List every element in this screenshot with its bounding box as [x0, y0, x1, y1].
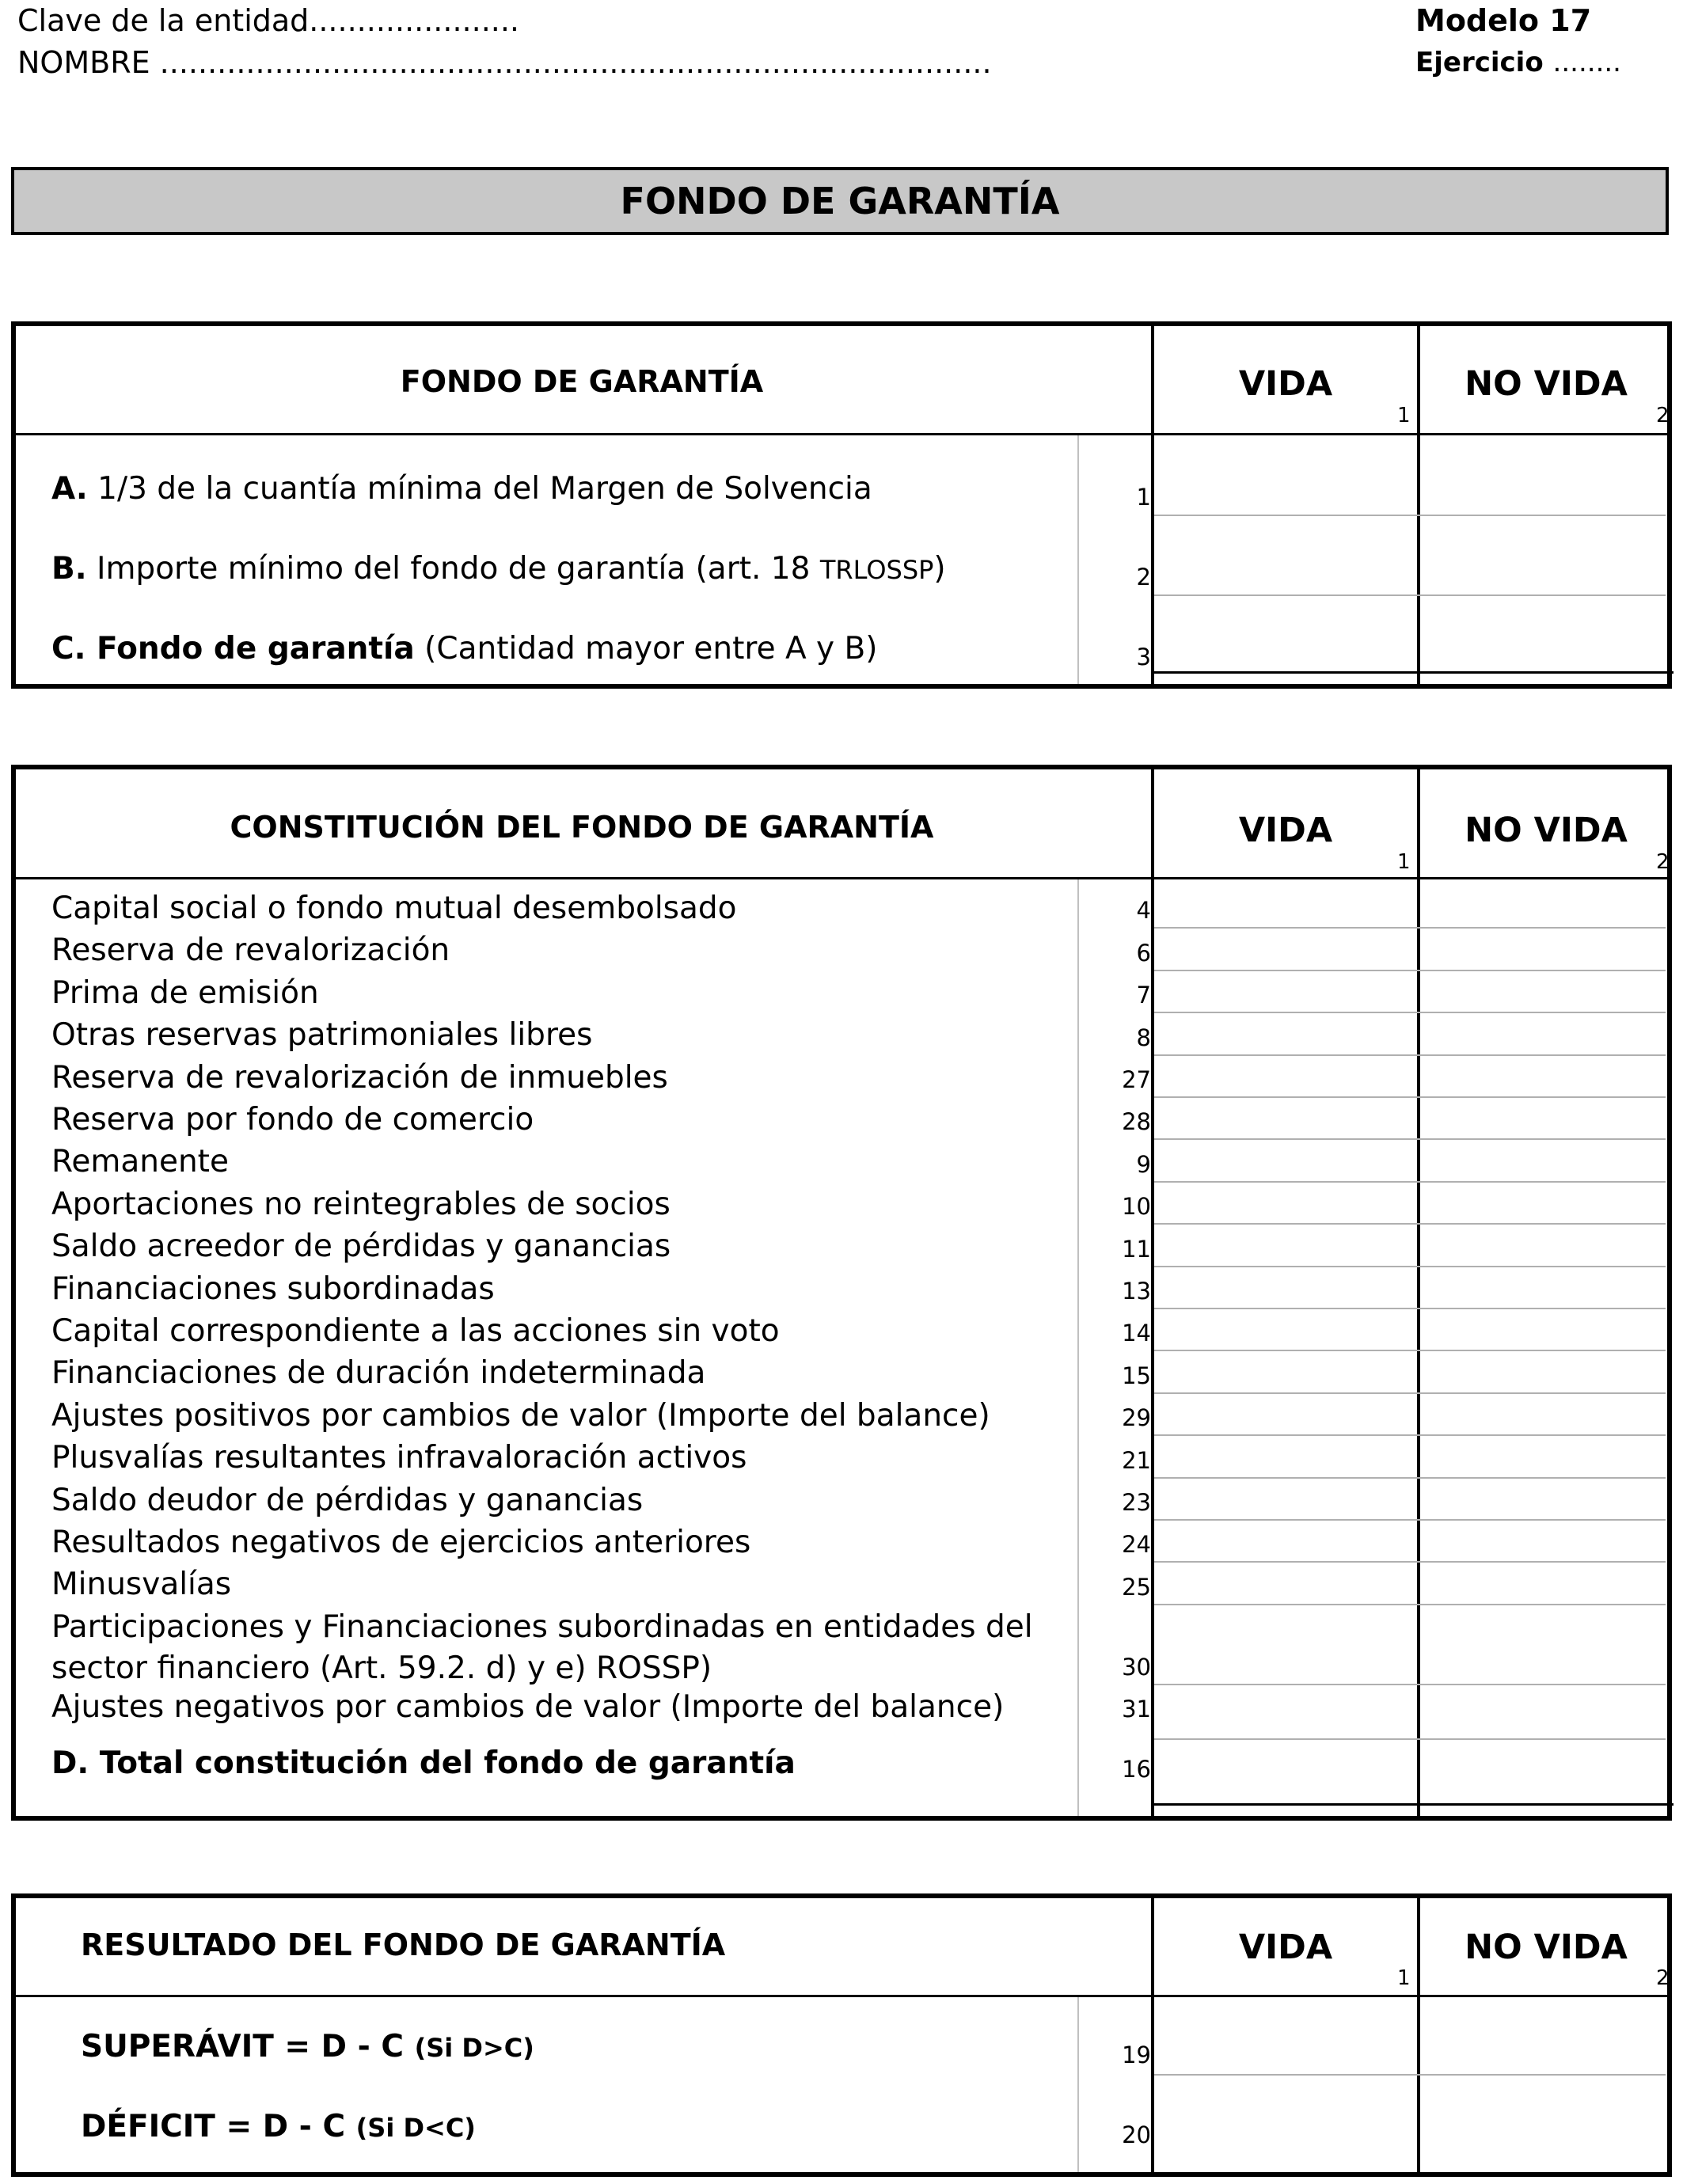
row-num: 15 — [1122, 1362, 1151, 1389]
row-num: 3 — [1136, 644, 1151, 670]
nombre: NOMBRE ....................................................................................... — [17, 45, 992, 80]
constitucion-row-label: Prima de emisión — [51, 974, 319, 1011]
row-num: 13 — [1122, 1278, 1151, 1305]
constitucion-row-label: Aportaciones no reintegrables de socios — [51, 1186, 671, 1222]
constitucion-row-label: Capital correspondiente a las acciones sin voto — [51, 1313, 780, 1349]
constitucion-row-label: Capital social o fondo mutual desembolsado — [51, 891, 737, 926]
row-num: 19 — [1122, 2042, 1151, 2068]
row-num: 4 — [1136, 897, 1151, 925]
row-num: 6 — [1136, 939, 1151, 967]
constitucion-row-label: Participaciones y Financiaciones subordinadas en entidades del sector financiero (Art. 59.2. d) y e) ROSSP) — [51, 1609, 1033, 1686]
row-num: 2 — [1136, 564, 1151, 591]
modelo: Modelo 17 — [1415, 3, 1592, 38]
constitucion-row-label: Reserva de revalorización de inmuebles — [51, 1059, 668, 1096]
constitucion-row-label: Financiaciones de duración indeterminada — [51, 1355, 706, 1392]
row-num: 28 — [1122, 1108, 1151, 1136]
constitucion-row-label: Ajustes positivos por cambios de valor (Importe del balance) — [51, 1397, 990, 1434]
constitucion-row-label: Reserva por fondo de comercio — [51, 1102, 534, 1138]
constitucion-row-label: Reserva de revalorización — [51, 932, 450, 969]
row-num: 23 — [1122, 1489, 1151, 1516]
constitucion-row-label: Plusvalías resultantes infravaloración activos — [51, 1440, 747, 1476]
constitucion-row-label: Ajustes negativos por cambios de valor (Importe del balance) — [51, 1688, 1005, 1725]
row-num: 30 — [1122, 1653, 1151, 1681]
constitucion-row-label: Financiaciones subordinadas — [51, 1271, 495, 1307]
col-vida: VIDA — [1238, 1928, 1333, 1967]
row-num: 7 — [1136, 982, 1151, 1009]
clave-entidad: Clave de la entidad...................... — [17, 3, 520, 38]
row-c: C. Fondo de garantía (Cantidad mayor entre A y B) — [51, 631, 878, 667]
total-row: D. Total constitución del fondo de garantía — [51, 1745, 796, 1782]
col-no-vida: NO VIDA — [1465, 364, 1628, 404]
row-num: 31 — [1122, 1696, 1151, 1723]
col-vida: VIDA — [1238, 811, 1333, 850]
row-num: 1 — [1136, 484, 1151, 511]
page-title: FONDO DE GARANTÍA — [11, 167, 1669, 235]
col-no-vida: NO VIDA — [1465, 811, 1628, 850]
constitucion-row-label: Saldo acreedor de pérdidas y ganancias — [51, 1229, 671, 1265]
col-no-vida: NO VIDA — [1465, 1928, 1628, 1967]
row-a: A. 1/3 de la cuantía mínima del Margen de Solvencia — [51, 471, 872, 507]
col-num-2: 2 — [1656, 1966, 1670, 1990]
row-num: 14 — [1122, 1320, 1151, 1347]
constitucion-row-label: Minusvalías — [51, 1567, 232, 1603]
col-num-2: 2 — [1656, 404, 1670, 427]
row-num: 16 — [1122, 1756, 1151, 1783]
col-num-2: 2 — [1656, 850, 1670, 874]
ejercicio — [1415, 47, 1621, 78]
row-num: 8 — [1136, 1024, 1151, 1051]
constitucion-table — [11, 765, 1672, 1821]
fondo-garantia-table — [11, 321, 1672, 689]
col-num-1: 1 — [1397, 850, 1411, 874]
table-title: FONDO DE GARANTÍA — [400, 364, 764, 399]
constitucion-row-label: Resultados negativos de ejercicios anteriores — [51, 1525, 751, 1560]
constitucion-row-label: Otras reservas patrimoniales libres — [51, 1017, 593, 1054]
table-title: CONSTITUCIÓN DEL FONDO DE GARANTÍA — [230, 810, 934, 845]
ejercicio-label: Ejercicio — [1415, 47, 1544, 78]
row-num: 11 — [1122, 1235, 1151, 1263]
deficit-row: DÉFICIT = D - C (Si D<C) — [81, 2109, 476, 2144]
row-num: 10 — [1122, 1193, 1151, 1221]
row-num: 21 — [1122, 1446, 1151, 1474]
superavit-row: SUPERÁVIT = D - C (Si D>C) — [81, 2029, 534, 2064]
row-num: 29 — [1122, 1404, 1151, 1432]
row-b: B. Importe mínimo del fondo de garantía (art. 18 TRLOSSP) — [51, 551, 946, 587]
constitucion-row-label: Remanente — [51, 1144, 229, 1180]
table-title: RESULTADO DEL FONDO DE GARANTÍA — [81, 1928, 726, 1962]
constitucion-row-label: Saldo deudor de pérdidas y ganancias — [51, 1482, 644, 1518]
col-num-1: 1 — [1397, 404, 1411, 427]
ejercicio-dots: ........ — [1552, 47, 1621, 78]
col-vida: VIDA — [1238, 364, 1333, 404]
row-num: 9 — [1136, 1150, 1151, 1178]
row-num: 20 — [1122, 2121, 1151, 2148]
row-num: 25 — [1122, 1573, 1151, 1601]
col-num-1: 1 — [1397, 1966, 1411, 1990]
row-num: 24 — [1122, 1531, 1151, 1559]
resultado-table — [11, 1893, 1672, 2177]
row-num: 27 — [1122, 1066, 1151, 1093]
